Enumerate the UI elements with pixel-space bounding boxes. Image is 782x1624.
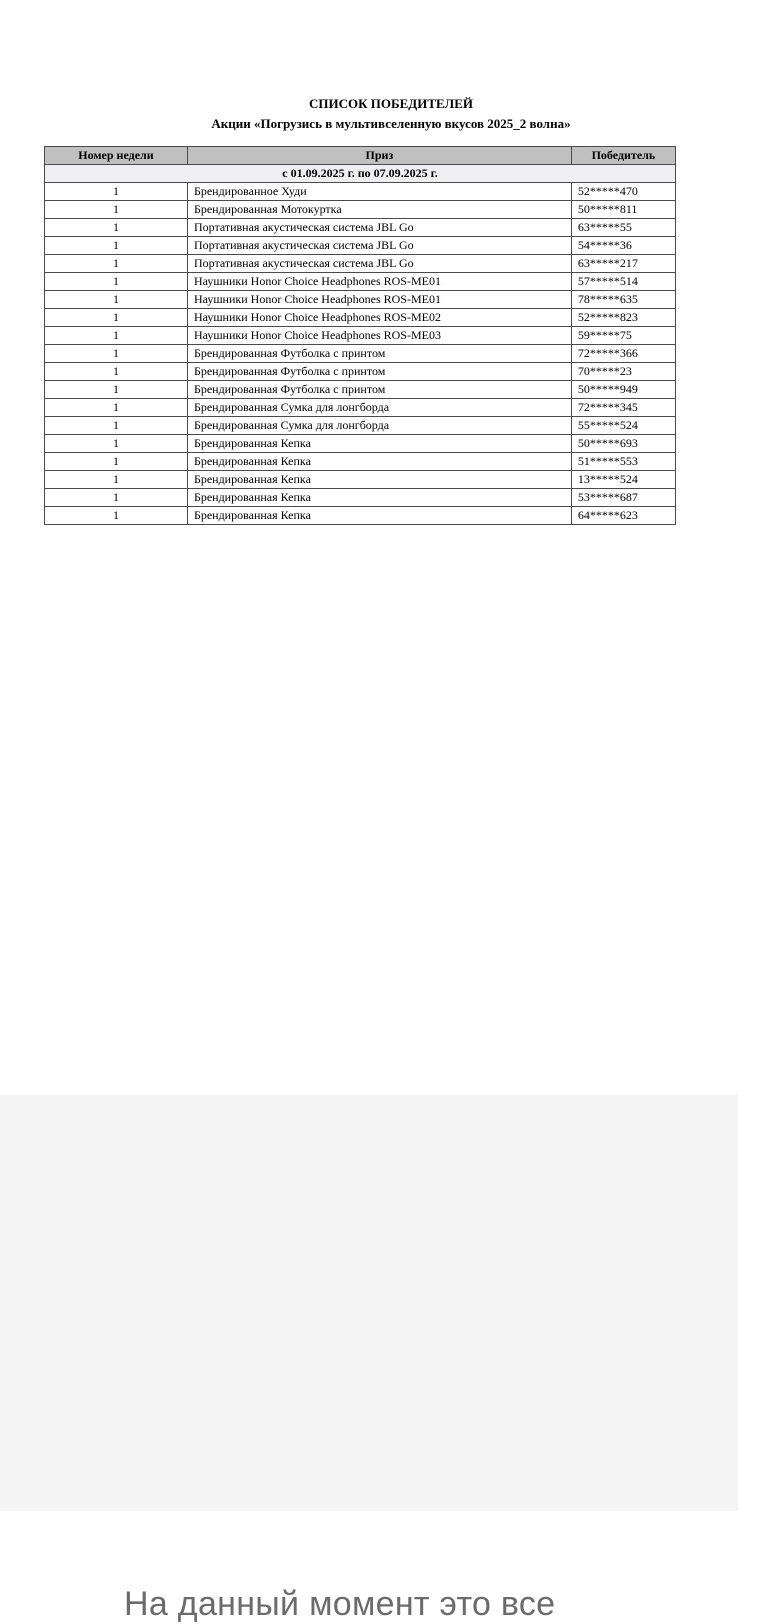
prize-cell: Брендированная Футболка с принтом [187, 345, 571, 363]
column-header-prize: Приз [187, 147, 571, 165]
table-row [45, 237, 676, 255]
prize-cell: Портативная акустическая система JBL Go [187, 255, 571, 273]
prize-cell: Наушники Honor Choice Headphones ROS-ME01 [187, 291, 571, 309]
table-row [45, 327, 676, 345]
table-row [45, 291, 676, 309]
table-row [45, 183, 676, 201]
gray-separator-block [0, 1095, 738, 1511]
prize-cell: Брендированная Кепка [187, 489, 571, 507]
winner-cell: 54*****36 [571, 237, 675, 255]
table-row [45, 417, 676, 435]
prize-cell: Брендированная Мотокуртка [187, 201, 571, 219]
winner-cell: 53*****687 [571, 489, 675, 507]
table-row [45, 453, 676, 471]
table-row [45, 399, 676, 417]
winner-cell: 50*****811 [571, 201, 675, 219]
week-cell: 1 [45, 219, 188, 237]
winner-cell: 52*****823 [571, 309, 675, 327]
week-cell: 1 [45, 471, 188, 489]
prize-cell: Наушники Honor Choice Headphones ROS-ME01 [187, 273, 571, 291]
footer-message: На данный момент это все [124, 1585, 556, 1623]
week-cell: 1 [45, 255, 188, 273]
winner-cell: 52*****470 [571, 183, 675, 201]
winner-cell: 59*****75 [571, 327, 675, 345]
winner-cell: 50*****693 [571, 435, 675, 453]
table-row [45, 363, 676, 381]
prize-cell: Брендированная Футболка с принтом [187, 381, 571, 399]
prize-cell: Брендированная Кепка [187, 471, 571, 489]
table-row [45, 219, 676, 237]
table-row [45, 309, 676, 327]
week-cell: 1 [45, 327, 188, 345]
week-cell: 1 [45, 507, 188, 525]
winner-cell: 72*****345 [571, 399, 675, 417]
prize-cell: Брендированное Худи [187, 183, 571, 201]
prize-cell: Брендированная Кепка [187, 435, 571, 453]
week-cell: 1 [45, 453, 188, 471]
prize-cell: Наушники Honor Choice Headphones ROS-ME03 [187, 327, 571, 345]
period-label: с 01.09.2025 г. по 07.09.2025 г. [45, 165, 676, 183]
table-row [45, 381, 676, 399]
winner-cell: 72*****366 [571, 345, 675, 363]
table-row [45, 255, 676, 273]
winner-cell: 51*****553 [571, 453, 675, 471]
week-cell: 1 [45, 273, 188, 291]
winner-cell: 63*****55 [571, 219, 675, 237]
prize-cell: Портативная акустическая система JBL Go [187, 219, 571, 237]
document-title: СПИСОК ПОБЕДИТЕЛЕЙ [309, 96, 473, 111]
winner-cell: 64*****623 [571, 507, 675, 525]
prize-cell: Брендированная Кепка [187, 453, 571, 471]
week-cell: 1 [45, 435, 188, 453]
document-subtitle: Акции «Погрузись в мультивселенную вкусов 2025_2 волна» [211, 116, 571, 131]
week-cell: 1 [45, 201, 188, 219]
table-row [45, 201, 676, 219]
prize-cell: Брендированная Сумка для лонгборда [187, 399, 571, 417]
winner-cell: 78*****635 [571, 291, 675, 309]
winner-cell: 63*****217 [571, 255, 675, 273]
prize-cell: Брендированная Футболка с принтом [187, 363, 571, 381]
week-cell: 1 [45, 417, 188, 435]
table-row [45, 507, 676, 525]
winner-cell: 13*****524 [571, 471, 675, 489]
column-header-winner: Победитель [571, 147, 675, 165]
table-header-row [45, 147, 676, 165]
prize-cell: Наушники Honor Choice Headphones ROS-ME02 [187, 309, 571, 327]
week-cell: 1 [45, 291, 188, 309]
prize-cell: Брендированная Сумка для лонгборда [187, 417, 571, 435]
winner-cell: 50*****949 [571, 381, 675, 399]
week-cell: 1 [45, 309, 188, 327]
winner-cell: 55*****524 [571, 417, 675, 435]
table-row [45, 435, 676, 453]
table-row [45, 489, 676, 507]
winner-cell: 57*****514 [571, 273, 675, 291]
winner-cell: 70*****23 [571, 363, 675, 381]
period-row [45, 165, 676, 183]
table-row [45, 273, 676, 291]
week-cell: 1 [45, 237, 188, 255]
week-cell: 1 [45, 489, 188, 507]
week-cell: 1 [45, 399, 188, 417]
prize-cell: Портативная акустическая система JBL Go [187, 237, 571, 255]
winners-table [44, 146, 676, 525]
week-cell: 1 [45, 345, 188, 363]
prize-cell: Брендированная Кепка [187, 507, 571, 525]
week-cell: 1 [45, 381, 188, 399]
column-header-week: Номер недели [45, 147, 188, 165]
week-cell: 1 [45, 183, 188, 201]
table-row [45, 345, 676, 363]
footer [0, 1511, 738, 1623]
week-cell: 1 [45, 363, 188, 381]
table-row [45, 471, 676, 489]
